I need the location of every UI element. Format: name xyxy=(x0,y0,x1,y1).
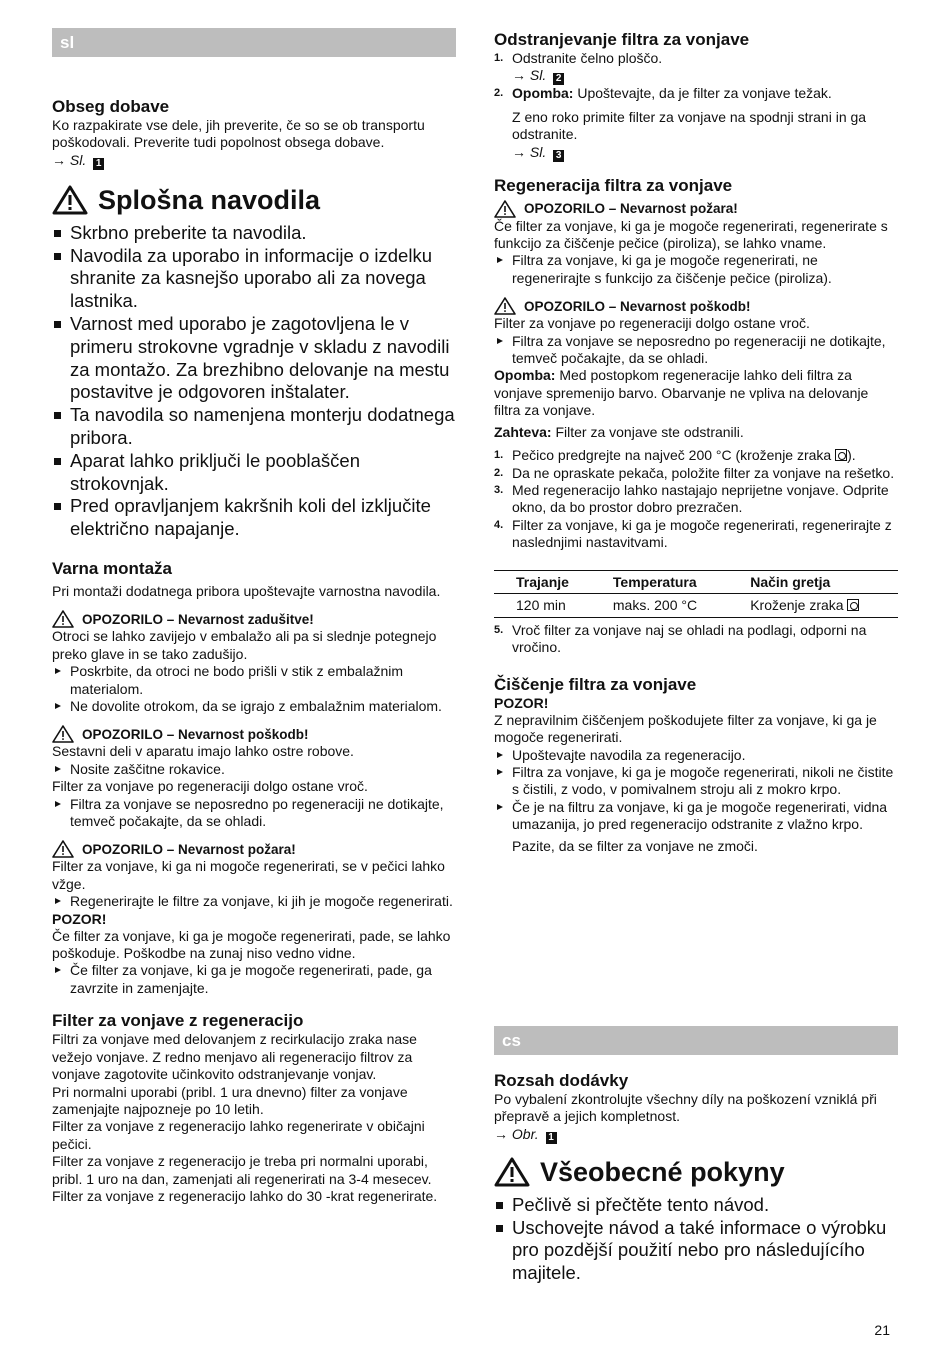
list-item: 2. Da ne opraskate pekača, položite filter za vonjave na rešetko. xyxy=(494,464,895,481)
hot-air-icon xyxy=(835,449,847,461)
czech-section xyxy=(494,1026,898,1285)
language-bar-sl: sl xyxy=(52,28,456,57)
settings-table xyxy=(494,570,898,618)
warning-triangle-icon xyxy=(494,200,516,218)
list-item: Če je na filtru za vonjave, ki ga je mogoče regenerirati, vidna umazanija, jo pred regeneracijo odstranite z vlažno krpo. xyxy=(494,799,898,834)
warning-text: Filter za vonjave, ki ga ni mogoče regenerirati, se v pečici lahko vžge. xyxy=(52,858,445,892)
left-column xyxy=(52,28,456,1205)
warning-actions xyxy=(52,761,456,778)
warning-text: Filter za vonjave po regeneraciji dolgo ostane vroč. xyxy=(494,315,810,332)
rozsah-text: Po vybalení zkontrolujte všechny díly na poškození vzniklá při přepravě a jejich kompletnost. xyxy=(494,1091,877,1125)
caution-label: POZOR! xyxy=(494,694,549,711)
table-cell: 120 min xyxy=(494,593,591,617)
table-header: Način gretja xyxy=(728,570,898,593)
warning-text: Sestavni deli v aparatu imajo lahko ostre robove. xyxy=(52,743,354,760)
caution-text: Če filter za vonjave, ki ga je mogoče regenerirati, pade, se lahko poškoduje. Poškodbe na zunaj niso vedno vidne. xyxy=(52,927,451,962)
list-item: Upoštevajte navodila za regeneracijo. xyxy=(494,747,898,764)
list-item: Aparat lahko priključi le pooblaščen strokovnjak. xyxy=(52,450,456,496)
paragraph: Pazite, da se filter za vonjave ne zmoči. xyxy=(512,837,758,854)
section-title-odstranjevanje: Odstranjevanje filtra za vonjave xyxy=(494,30,750,49)
list-item: Navodila za uporabo in informacije o izdelku shranite za kasnejšo uporabo ali za novega lastnika. xyxy=(52,245,456,313)
list-item: Poskrbite, da otroci ne bodo prišli v stik z embalažnim materialom. xyxy=(52,663,456,698)
warning-actions xyxy=(52,796,456,831)
general-instructions-list xyxy=(52,222,456,541)
warning-heading: OPOZORILO – Nevarnost zadušitve! xyxy=(52,610,456,628)
warning-heading: OPOZORILO – Nevarnost požara! xyxy=(494,200,898,218)
warning-triangle-icon xyxy=(52,610,74,628)
list-item: Filtra za vonjave se neposredno po regeneraciji ne dotikajte, temveč počakajte, da se ohladi. xyxy=(52,796,456,831)
table-header: Temperatura xyxy=(591,570,728,593)
warning-heading: OPOZORILO – Nevarnost poškodb! xyxy=(52,725,456,743)
figure-reference: → Sl. 3 xyxy=(512,144,898,162)
list-item: Skrbno preberite ta navodila. xyxy=(52,222,456,245)
removal-steps xyxy=(494,50,898,162)
regeneration-steps xyxy=(494,447,898,551)
caution-label: POZOR! xyxy=(52,910,107,927)
section-title-ciscenje: Čiščenje filtra za vonjave xyxy=(494,674,697,694)
section-title-splosna: Splošna navodila xyxy=(52,184,456,216)
figure-number: 2 xyxy=(553,73,564,85)
page-number: 21 xyxy=(874,1322,890,1338)
warning-actions xyxy=(494,333,898,368)
table-header: Trajanje xyxy=(494,570,591,593)
warning-text: Filter za vonjave po regeneraciji dolgo ostane vroč. xyxy=(52,778,368,795)
list-item: 1. Odstranite čelno ploščo. → Sl. 2 xyxy=(494,50,898,85)
list-item: Filtra za vonjave, ki ga je mogoče regenerirati, nikoli ne čistite s čistili, z vodo, v pomivalnem stroju ali z mokro krpo. xyxy=(494,764,898,799)
list-item: Filtra za vonjave, ki ga je mogoče regenerirati, ne regenerirajte s funkcijo za čiščenje pečice (piroliza). xyxy=(494,252,898,287)
section-title-rozsah: Rozsah dodávky xyxy=(494,1071,629,1090)
warning-heading: OPOZORILO – Nevarnost poškodb! xyxy=(494,297,898,315)
paragraph: Filter za vonjave z regeneracijo lahko regenerirate v običajni pečici. xyxy=(52,1118,425,1152)
list-item: Regenerirajte le filtre za vonjave, ki jih je mogoče regenerirati. xyxy=(52,893,456,910)
warning-heading: OPOZORILO – Nevarnost požara! xyxy=(52,840,456,858)
figure-number: 1 xyxy=(546,1132,557,1144)
list-item: Uschovejte návod a také informace o výrobku pro pozdější použití nebo pro následujícího majitele. xyxy=(494,1217,898,1285)
hot-air-icon xyxy=(847,599,859,611)
list-item: 2. Opomba: Upoštevajte, da je filter za vonjave težak. Z eno roko primite filter za vonjave na spodnji strani in ga odstranite. → Sl. 3 xyxy=(494,85,898,161)
figure-reference: → Obr. 1 xyxy=(494,1126,898,1144)
list-item: 3. Med regeneracijo lahko nastajajo neprijetne vonjave. Odprite okno, da bo prostor dobro prezračen. xyxy=(494,481,889,516)
table-header-row xyxy=(494,570,898,593)
figure-number: 3 xyxy=(553,150,564,162)
varna-intro: Pri montaži dodatnega pribora upoštevajte varnostna navodila. xyxy=(52,582,441,599)
warning-actions xyxy=(52,893,456,910)
list-item: Ta navodila so namenjena monterju dodatnega pribora. xyxy=(52,404,456,450)
list-item: Nosite zaščitne rokavice. xyxy=(52,761,456,778)
table-row xyxy=(494,593,898,617)
figure-reference: → Sl. 2 xyxy=(512,67,898,85)
list-item: 4. Filter za vonjave, ki ga je mogoče regenerirati, regenerirajte z naslednjimi nastavitvami. xyxy=(494,516,892,551)
paragraph: Pri normalni uporabi (pribl. 1 ura dnevno) filter za vonjave zamenjajte najpozneje po 10 letih. xyxy=(52,1083,408,1117)
section-title-obseg: Obseg dobave xyxy=(52,97,170,116)
figure-number: 1 xyxy=(93,158,104,170)
section-title-regeneracija: Regeneracija filtra za vonjave xyxy=(494,175,733,195)
warning-triangle-icon xyxy=(494,1157,530,1187)
language-bar-cs: cs xyxy=(494,1026,898,1055)
section-title-filter: Filter za vonjave z regeneracijo xyxy=(52,1011,304,1031)
caution-actions xyxy=(52,962,456,997)
regeneration-steps-cont xyxy=(494,622,898,657)
list-item: Če filter za vonjave, ki ga je mogoče regenerirati, pade, ga zavrzite in zamenjajte. xyxy=(52,962,456,997)
warning-text: Otroci se lahko zavijejo v embalažo ali pa si slednje potegnejo preko glave in se tako zadušijo. xyxy=(52,628,437,662)
list-item: Pred opravljanjem kakršnih koli del izključite električno napajanje. xyxy=(52,495,456,541)
warning-actions xyxy=(494,252,898,287)
caution-text: Z nepravilnim čiščenjem poškodujete filter za vonjave, ki ga je mogoče regenerirati. xyxy=(494,711,877,746)
general-instructions-list-cs xyxy=(494,1194,898,1285)
section-title-vseobecne: Všeobecné pokyny xyxy=(494,1156,898,1188)
right-column xyxy=(494,28,898,855)
table-cell: maks. 200 °C xyxy=(591,593,728,617)
warning-actions xyxy=(52,663,456,715)
paragraph: Filter za vonjave z regeneracijo je treba pri normalni uporabi, pribl. 1 uro na dan, zamenjati ali regenerirati na 3-4 mesecev. Filter za vonjave z regeneracijo lahko do 30 -krat regenerirate. xyxy=(52,1153,438,1204)
warning-text: Če filter za vonjave, ki ga je mogoče regenerirati, regenerirate s funkcijo za čiščenje pečice (piroliza), se lahko vname. xyxy=(494,217,888,252)
figure-reference: → Sl. 1 xyxy=(52,152,456,170)
list-item: Filtra za vonjave se neposredno po regeneraciji ne dotikajte, temveč počakajte, da se ohladi. xyxy=(494,333,898,368)
note: Opomba: Med postopkom regeneracije lahko deli filtra za vonjave spremenijo barvo. Obarvanje ne vpliva na delovanje filtra za vonjave. xyxy=(494,367,869,419)
list-item: Varnost med uporabo je zagotovljena le v primeru strokovne vgradnje v skladu z navodili za montažo. Za brezhibno delovanje na mestu postavitve je odgovoren inštalater. xyxy=(52,313,456,404)
obseg-text: Ko razpakirate vse dele, jih preverite, če so se ob transportu poškodovali. Preverite tudi popolnost obsega dobave. xyxy=(52,117,425,151)
warning-triangle-icon xyxy=(52,725,74,743)
list-item: Pečlivě si přečtěte tento návod. xyxy=(494,1194,898,1217)
table-cell: Kroženje zraka xyxy=(728,593,898,617)
cleaning-actions xyxy=(494,747,898,834)
requirement: Zahteva: Filter za vonjave ste odstranili. xyxy=(494,423,744,440)
list-item: 1. Pečico predgrejte na največ 200 °C (kroženje zraka ). xyxy=(494,447,856,464)
paragraph: Filtri za vonjave med delovanjem z recirkulacijo zraka nase vežejo vonjave. Z redno menjavo ali regeneracijo filtrov za vonjave zagotovite učinkovito odstranjevanje vonjav. xyxy=(52,1031,417,1083)
warning-triangle-icon xyxy=(52,185,88,215)
list-item: 5. Vroč filter za vonjave naj se ohladi na podlagi, odporni na vročino. xyxy=(494,621,867,656)
list-item: Ne dovolite otrokom, da se igrajo z embalažnim materialom. xyxy=(52,698,456,715)
warning-triangle-icon xyxy=(52,840,74,858)
section-title-varna: Varna montaža xyxy=(52,558,172,578)
warning-triangle-icon xyxy=(494,297,516,315)
